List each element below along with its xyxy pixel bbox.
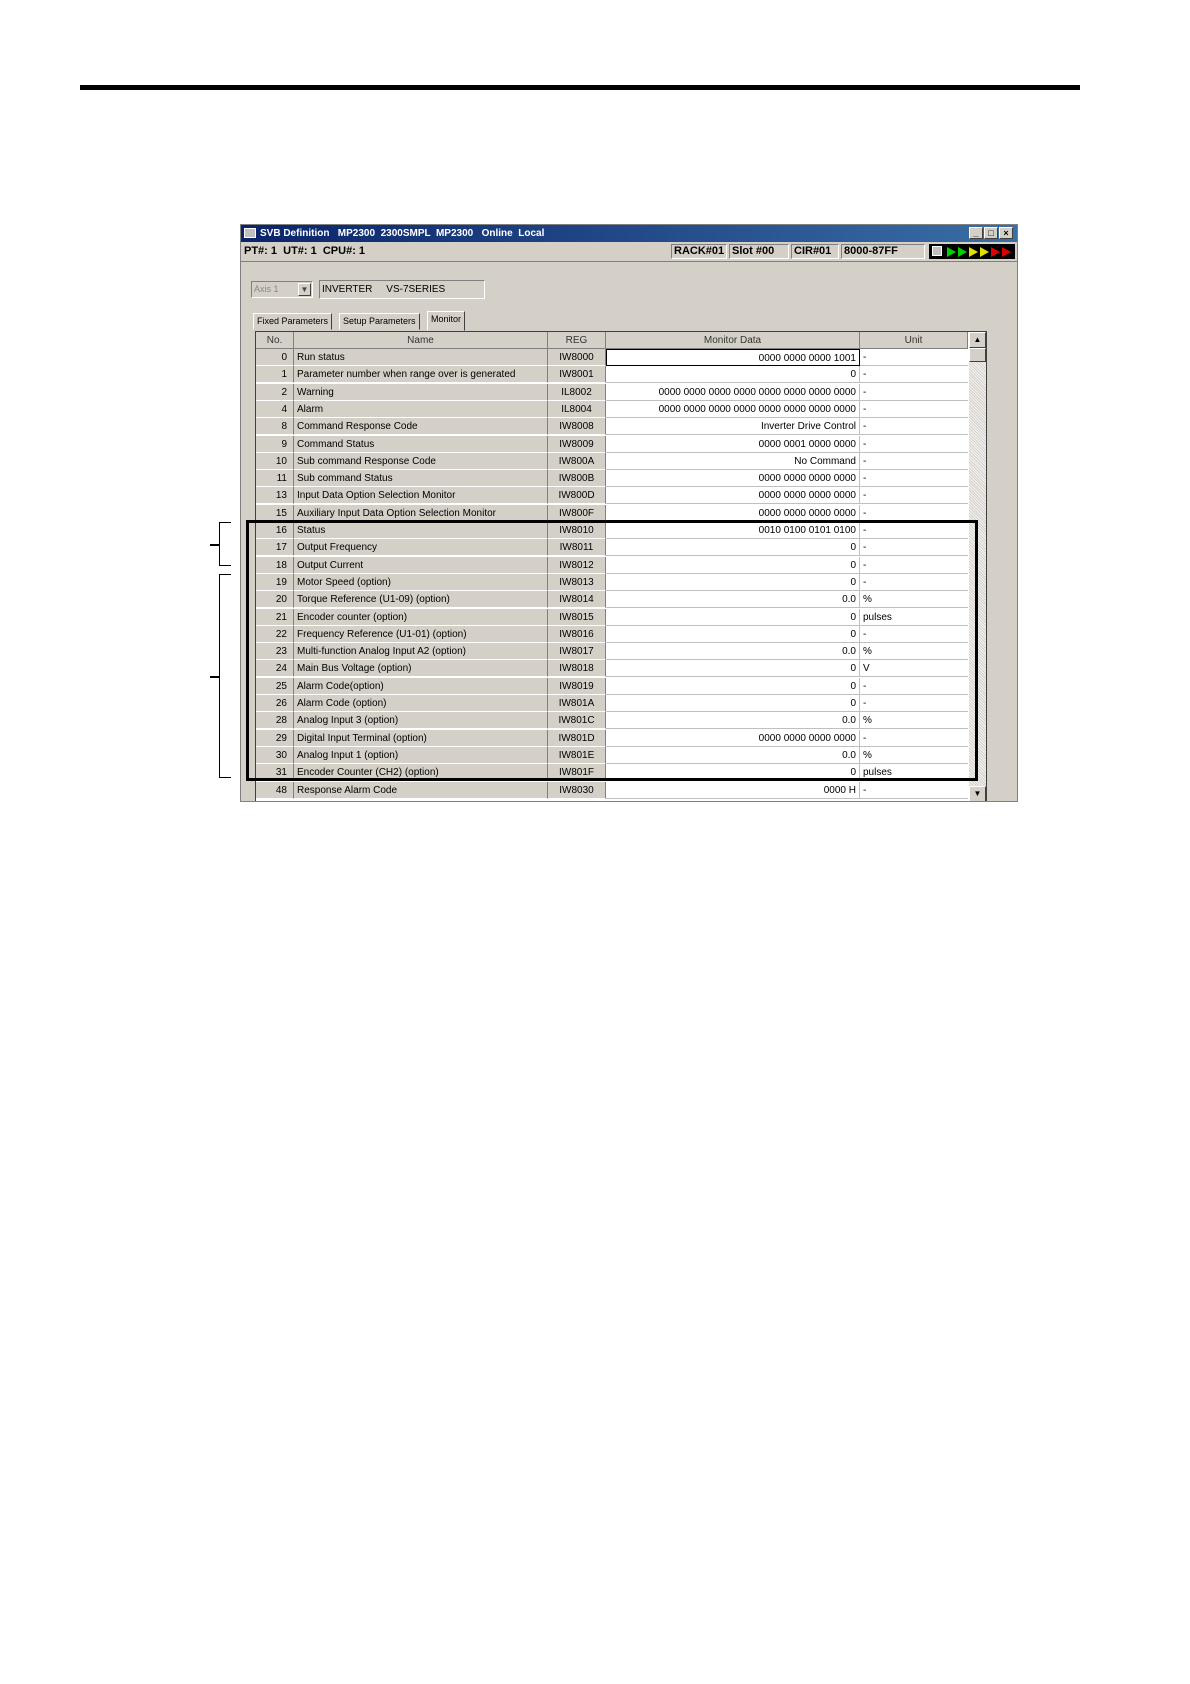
cell-name: Status — [294, 522, 548, 539]
led-green-icon — [958, 247, 967, 257]
cell-no: 11 — [256, 470, 294, 487]
cell-name: Input Data Option Selection Monitor — [294, 487, 548, 504]
cell-name: Encoder counter (option) — [294, 609, 548, 626]
monitor-table — [255, 331, 987, 802]
table-row[interactable] — [256, 712, 968, 729]
table-row[interactable] — [256, 470, 968, 487]
table-row[interactable] — [256, 764, 968, 781]
table-row[interactable] — [256, 626, 968, 643]
cell-reg: IW8017 — [548, 643, 606, 660]
cell-name: Encoder Counter (CH2) (option) — [294, 764, 548, 781]
table-row[interactable] — [256, 366, 968, 383]
axis-select-value: Axis 1 — [254, 284, 279, 294]
cell-unit: - — [860, 418, 968, 435]
table-row[interactable] — [256, 384, 968, 401]
cell-monitor-data[interactable]: Inverter Drive Control — [606, 418, 860, 435]
cell-monitor-data[interactable]: 0 — [606, 626, 860, 643]
cell-no: 30 — [256, 747, 294, 764]
cell-monitor-data[interactable]: 0 — [606, 366, 860, 383]
window-system-icon[interactable] — [244, 228, 256, 238]
cell-reg: IW801D — [548, 730, 606, 747]
cell-unit: - — [860, 782, 968, 799]
bracket-upper — [219, 522, 231, 566]
table-row[interactable] — [256, 453, 968, 470]
cell-no: 24 — [256, 660, 294, 677]
cell-monitor-data[interactable]: 0000 0000 0000 0000 — [606, 730, 860, 747]
cell-unit: - — [860, 539, 968, 556]
minimize-button[interactable]: _ — [969, 227, 983, 239]
cell-unit: % — [860, 747, 968, 764]
table-header — [256, 332, 968, 349]
cell-unit: - — [860, 678, 968, 695]
cell-reg: IW801A — [548, 695, 606, 712]
table-row[interactable] — [256, 591, 968, 608]
cell-no: 16 — [256, 522, 294, 539]
table-row[interactable] — [256, 487, 968, 504]
cell-no: 25 — [256, 678, 294, 695]
cell-unit: - — [860, 730, 968, 747]
bracket-lower-tick — [210, 676, 220, 678]
tab-setup-parameters[interactable]: Setup Parameters — [339, 313, 420, 330]
cell-no: 29 — [256, 730, 294, 747]
cell-no: 13 — [256, 487, 294, 504]
table-row[interactable] — [256, 574, 968, 591]
cell-reg: IW8000 — [548, 349, 606, 366]
cell-monitor-data[interactable]: 0.0 — [606, 591, 860, 608]
table-row[interactable] — [256, 401, 968, 418]
cell-reg: IW800A — [548, 453, 606, 470]
cell-unit: % — [860, 712, 968, 729]
cell-reg: IW8030 — [548, 782, 606, 799]
title-bar — [241, 225, 1017, 242]
pt-ut-cpu-label: PT#: 1 UT#: 1 CPU#: 1 — [244, 245, 366, 257]
cell-monitor-data[interactable]: 0000 H — [606, 782, 860, 799]
table-row[interactable] — [256, 660, 968, 677]
table-row[interactable] — [256, 730, 968, 747]
cell-no: 2 — [256, 384, 294, 401]
cell-monitor-data[interactable]: 0.0 — [606, 747, 860, 764]
register-range-field: 8000-87FF — [841, 244, 925, 259]
cell-name: Response Alarm Code — [294, 782, 548, 799]
cell-name: Output Current — [294, 557, 548, 574]
table-row[interactable] — [256, 436, 968, 453]
cell-no: 18 — [256, 557, 294, 574]
cell-monitor-data[interactable]: 0010 0100 0101 0100 — [606, 522, 860, 539]
cell-name: Auxiliary Input Data Option Selection Monitor — [294, 505, 548, 522]
cell-monitor-data[interactable]: 0 — [606, 574, 860, 591]
scroll-up-icon[interactable]: ▲ — [969, 332, 986, 348]
cell-reg: IW801E — [548, 747, 606, 764]
cell-monitor-data[interactable]: 0000 0000 0000 0000 0000 0000 0000 0000 — [606, 384, 860, 401]
led-yellow-icon — [969, 247, 978, 257]
cell-monitor-data[interactable]: 0 — [606, 678, 860, 695]
svb-definition-window — [240, 224, 1018, 802]
cell-reg: IW8018 — [548, 660, 606, 677]
header-monitor-data[interactable]: Monitor Data — [606, 332, 860, 349]
cell-monitor-data[interactable]: 0000 0000 0000 0000 — [606, 505, 860, 522]
cell-no: 9 — [256, 436, 294, 453]
cell-name: Torque Reference (U1-09) (option) — [294, 591, 548, 608]
cell-unit: - — [860, 574, 968, 591]
table-row[interactable] — [256, 678, 968, 695]
status-leds — [929, 244, 1015, 259]
header-unit[interactable]: Unit — [860, 332, 968, 349]
rack-field: RACK#01 — [671, 244, 727, 259]
cell-monitor-data[interactable]: 0000 0000 0000 1001 — [606, 349, 860, 366]
cell-monitor-data[interactable]: 0000 0000 0000 0000 — [606, 487, 860, 504]
cell-monitor-data[interactable]: 0 — [606, 539, 860, 556]
cell-name: Run status — [294, 349, 548, 366]
cell-reg: IW8008 — [548, 418, 606, 435]
tab-monitor[interactable]: Monitor — [427, 311, 465, 331]
table-row[interactable] — [256, 695, 968, 712]
cell-reg: IL8004 — [548, 401, 606, 418]
cell-monitor-data[interactable]: 0.0 — [606, 712, 860, 729]
cell-no: 48 — [256, 782, 294, 799]
header-no[interactable]: No. — [256, 332, 294, 349]
axis-select[interactable] — [251, 281, 313, 298]
cell-unit: - — [860, 366, 968, 383]
led-red-icon — [991, 247, 1000, 257]
cell-name: Warning — [294, 384, 548, 401]
cell-unit: - — [860, 401, 968, 418]
cell-monitor-data[interactable]: 0 — [606, 695, 860, 712]
cell-reg: IW8010 — [548, 522, 606, 539]
cell-unit: - — [860, 487, 968, 504]
cell-reg: IW8001 — [548, 366, 606, 383]
vertical-scrollbar[interactable] — [969, 332, 986, 802]
cell-reg: IW8019 — [548, 678, 606, 695]
cell-unit: - — [860, 695, 968, 712]
scroll-down-icon[interactable]: ▼ — [969, 786, 986, 802]
cell-unit: pulses — [860, 609, 968, 626]
cell-unit: - — [860, 384, 968, 401]
cell-unit: % — [860, 591, 968, 608]
cell-no: 19 — [256, 574, 294, 591]
table-row[interactable] — [256, 747, 968, 764]
cell-unit: V — [860, 660, 968, 677]
cell-reg: IW801C — [548, 712, 606, 729]
cell-name: Command Status — [294, 436, 548, 453]
cell-no: 23 — [256, 643, 294, 660]
cell-unit: - — [860, 522, 968, 539]
cell-monitor-data[interactable]: 0000 0000 0000 0000 — [606, 470, 860, 487]
cell-unit: - — [860, 505, 968, 522]
table-row[interactable] — [256, 557, 968, 574]
table-row[interactable] — [256, 643, 968, 660]
led-green-icon — [947, 247, 956, 257]
cell-unit: - — [860, 557, 968, 574]
cell-reg: IW8011 — [548, 539, 606, 556]
page-top-rule — [80, 85, 1080, 90]
header-name[interactable]: Name — [294, 332, 548, 349]
cell-name: Digital Input Terminal (option) — [294, 730, 548, 747]
cell-name: Alarm Code (option) — [294, 695, 548, 712]
table-row[interactable] — [256, 609, 968, 626]
cell-unit: - — [860, 626, 968, 643]
cell-reg: IW8012 — [548, 557, 606, 574]
cell-no: 22 — [256, 626, 294, 643]
chevron-down-icon[interactable]: ▼ — [298, 283, 311, 296]
cell-no: 20 — [256, 591, 294, 608]
cell-name: Sub command Status — [294, 470, 548, 487]
close-button[interactable]: × — [999, 227, 1013, 239]
cell-unit: pulses — [860, 764, 968, 781]
cell-reg: IW801F — [548, 764, 606, 781]
table-row[interactable] — [256, 539, 968, 556]
cell-name: Command Response Code — [294, 418, 548, 435]
slot-field: Slot #00 — [729, 244, 789, 259]
tab-fixed-parameters[interactable]: Fixed Parameters — [253, 313, 332, 330]
cell-name: Alarm Code(option) — [294, 678, 548, 695]
cell-no: 15 — [256, 505, 294, 522]
cell-unit: % — [860, 643, 968, 660]
cell-name: Main Bus Voltage (option) — [294, 660, 548, 677]
cell-name: Alarm — [294, 401, 548, 418]
cell-name: Frequency Reference (U1-01) (option) — [294, 626, 548, 643]
cell-no: 8 — [256, 418, 294, 435]
cell-monitor-data[interactable]: 0000 0001 0000 0000 — [606, 436, 860, 453]
table-row[interactable] — [256, 505, 968, 522]
table-row[interactable] — [256, 522, 968, 539]
cell-name: Analog Input 3 (option) — [294, 712, 548, 729]
maximize-button[interactable]: □ — [984, 227, 998, 239]
bracket-lower — [219, 574, 231, 778]
cell-monitor-data[interactable]: 0 — [606, 660, 860, 677]
cell-no: 4 — [256, 401, 294, 418]
cell-reg: IW800B — [548, 470, 606, 487]
cell-reg: IW8014 — [548, 591, 606, 608]
cell-monitor-data[interactable]: 0.0 — [606, 643, 860, 660]
cell-name: Analog Input 1 (option) — [294, 747, 548, 764]
led-yellow-icon — [980, 247, 989, 257]
table-row[interactable] — [256, 349, 968, 366]
cell-monitor-data[interactable]: 0 — [606, 557, 860, 574]
cell-no: 21 — [256, 609, 294, 626]
scroll-thumb[interactable] — [969, 348, 986, 362]
window-title: SVB Definition MP2300 2300SMPL MP2300 Online Local — [260, 228, 545, 239]
cell-unit: - — [860, 436, 968, 453]
cell-no: 26 — [256, 695, 294, 712]
cell-no: 1 — [256, 366, 294, 383]
cell-no: 0 — [256, 349, 294, 366]
cell-reg: IW800F — [548, 505, 606, 522]
cell-reg: IW8015 — [548, 609, 606, 626]
cell-reg: IW8009 — [548, 436, 606, 453]
cell-name: Output Frequency — [294, 539, 548, 556]
cell-monitor-data[interactable]: 0 — [606, 764, 860, 781]
cell-reg: IW8013 — [548, 574, 606, 591]
cell-reg: IW800D — [548, 487, 606, 504]
cell-name: Parameter number when range over is generated — [294, 366, 548, 383]
cell-reg: IL8002 — [548, 384, 606, 401]
cell-no: 10 — [256, 453, 294, 470]
cell-no: 28 — [256, 712, 294, 729]
cir-field: CIR#01 — [791, 244, 839, 259]
cell-monitor-data[interactable]: No Command — [606, 453, 860, 470]
cell-reg: IW8016 — [548, 626, 606, 643]
bracket-upper-tick — [210, 544, 220, 546]
cell-name: Motor Speed (option) — [294, 574, 548, 591]
cell-name: Sub command Response Code — [294, 453, 548, 470]
cell-unit: - — [860, 453, 968, 470]
led-red-icon — [1002, 247, 1011, 257]
cell-monitor-data[interactable]: 0 — [606, 609, 860, 626]
cell-name: Multi-function Analog Input A2 (option) — [294, 643, 548, 660]
cell-unit: - — [860, 349, 968, 366]
header-reg[interactable]: REG — [548, 332, 606, 349]
cell-no: 17 — [256, 539, 294, 556]
cell-no: 31 — [256, 764, 294, 781]
device-type-field: INVERTER VS-7SERIES — [319, 280, 485, 299]
table-row[interactable] — [256, 418, 968, 435]
info-bar — [241, 242, 1017, 262]
cell-monitor-data[interactable]: 0000 0000 0000 0000 0000 0000 0000 0000 — [606, 401, 860, 418]
computer-icon — [932, 246, 942, 256]
cell-unit: - — [860, 470, 968, 487]
table-row[interactable] — [256, 782, 968, 799]
